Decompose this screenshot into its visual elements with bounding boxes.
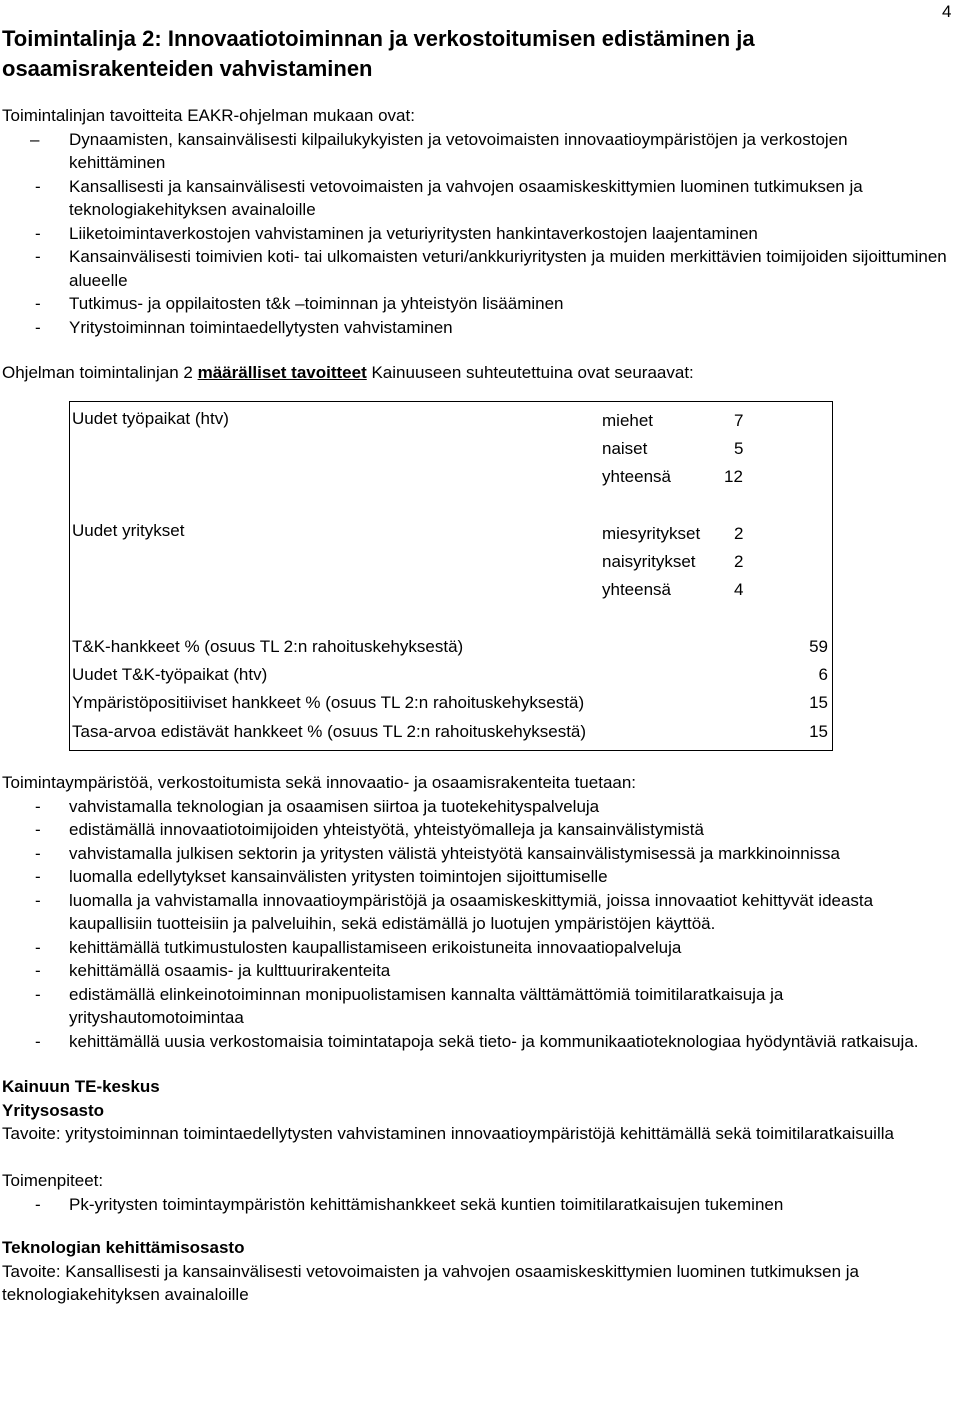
- goal-item: - Kansallisesti ja kansainvälisesti vetovoimaisten ja vahvojen osaamiskeskittymien luominen tutkimuksen ja teknologiakehityksen avainaloille: [35, 176, 863, 219]
- support-item: - edistämällä innovaatiotoimijoiden yhteistyötä, yhteistyömalleja ja kansainvälistymistä: [35, 820, 704, 840]
- metric-row: T&K-hankkeet % (osuus TL 2:n rahoituskehyksestä) 59: [72, 636, 828, 656]
- support-item: - kehittämällä uusia verkostomaisia toimintatapoja sekä tieto- ja kommunikaatioteknologiaa hyödyntäviä ratkaisuja.: [35, 1031, 919, 1051]
- target-row: miesyritykset 2: [602, 523, 744, 543]
- target-row: yhteensä 4: [602, 580, 744, 600]
- support-item: - edistämällä elinkeinotoiminnan monipuolistamisen kannalta välttämättömiä toimitilaratkaisuja ja yrityshautomotoimintaa: [35, 984, 784, 1028]
- support-item: - luomalla ja vahvistamalla innovaatioympäristöjä ja osaamiskeskittymiä, joissa innovaatiot kehittyvät ideasta kaupallisiin tuotteisiin ja palveluihin, sekä edistämällä jo luotujen ympäristöjen käyttöä.: [35, 890, 874, 934]
- page-number: 4: [942, 2, 952, 21]
- goal-item: - Kansainvälisesti toimivien koti- tai ulkomaisten veturi/ankkuriyritysten ja muiden merkittävien toimijoiden sijoittuminen alueelle: [35, 247, 947, 290]
- goals-intro: Toimintalinjan tavoitteita EAKR-ohjelman mukaan ovat:: [2, 106, 415, 125]
- target-row: miehet 7: [602, 410, 744, 430]
- section-heading: Toimintalinja 2: Innovaatiotoiminnan ja verkostoitumisen edistäminen ja osaamisrakenteiden vahvistaminen: [2, 26, 755, 81]
- support-item: - kehittämällä tutkimustulosten kaupallistamiseen erikoistuneita innovaatiopalveluja: [35, 937, 682, 957]
- support-item: - kehittämällä osaamis- ja kulttuurirakenteita: [35, 961, 391, 981]
- support-item: - luomalla edellytykset kansainvälisten yritysten toimintojen sijoittumiselle: [35, 867, 608, 887]
- metric-row: Tasa-arvoa edistävät hankkeet % (osuus TL 2:n rahoituskehyksestä) 15: [72, 721, 828, 741]
- measure-item: - Pk-yritysten toimintaympäristön kehittämishankkeet sekä kuntien toimitilaratkaisujen tukeminen: [35, 1194, 784, 1214]
- target-row: naiset 5: [602, 439, 744, 459]
- jobs-group: [72, 407, 828, 492]
- dept2-name: Teknologian kehittämisosasto: [2, 1238, 245, 1258]
- metrics-list: [72, 632, 828, 745]
- targets-intro: Ohjelman toimintalinjan 2 määrälliset tavoitteet Kainuuseen suhteutettuina ovat seuraavat:: [2, 363, 694, 382]
- goal-item: - Yritystoiminnan toimintaedellytysten vahvistaminen: [35, 317, 453, 337]
- metric-row: Ympäristöpositiiviset hankkeet % (osuus TL 2:n rahoituskehyksestä) 15: [72, 693, 828, 713]
- goal-item: - Tutkimus- ja oppilaitosten t&k –toiminnan ja yhteistyön lisääminen: [35, 294, 564, 313]
- support-item: - vahvistamalla teknologian ja osaamisen siirtoa ja tuotekehityspalveluja: [35, 796, 600, 816]
- dept1-measures-list: [2, 1193, 947, 1217]
- metric-row: Uudet T&K-työpaikat (htv) 6: [72, 664, 828, 684]
- goals-list: [2, 128, 947, 340]
- companies-label: Uudet yritykset: [72, 521, 185, 541]
- support-list: [2, 795, 947, 1054]
- dept1-measures-label: Toimenpiteet:: [2, 1171, 104, 1191]
- dept1-goal: Tavoite: yritystoiminnan toimintaedellytysten vahvistaminen innovaatioympäristöjä kehittämällä sekä toimitilaratkaisuilla: [2, 1124, 894, 1144]
- target-row: naisyritykset 2: [602, 552, 744, 572]
- support-intro: Toimintaympäristöä, verkostoitumista sekä innovaatio- ja osaamisrakenteita tuetaan:: [2, 773, 637, 793]
- companies-group: [72, 519, 828, 604]
- goal-item: - Liiketoimintaverkostojen vahvistaminen ja veturiyritysten hankintaverkostojen laajentaminen: [35, 223, 758, 243]
- dept1-name: Yritysosasto: [2, 1100, 105, 1120]
- document-page: [2, 0, 947, 1307]
- quantitative-targets-table: [69, 401, 833, 752]
- org-name: Kainuun TE-keskus: [2, 1077, 160, 1097]
- target-row: yhteensä 12: [602, 467, 743, 487]
- jobs-label: Uudet työpaikat (htv): [72, 408, 229, 428]
- goal-item: – Dynaamisten, kansainvälisesti kilpailukykyisten ja vetovoimaisten innovaatioympäristöjen ja verkostojen kehittäminen: [30, 129, 848, 172]
- support-item: - vahvistamalla julkisen sektorin ja yritysten välistä yhteistyötä kansainvälistymisessä ja markkinoinnissa: [35, 843, 840, 863]
- dept2-goal: Tavoite: Kansallisesti ja kansainvälisesti vetovoimaisten ja vahvojen osaamiskeskittymien luominen tutkimuksen ja teknologiakehityksen avainaloille: [2, 1261, 860, 1305]
